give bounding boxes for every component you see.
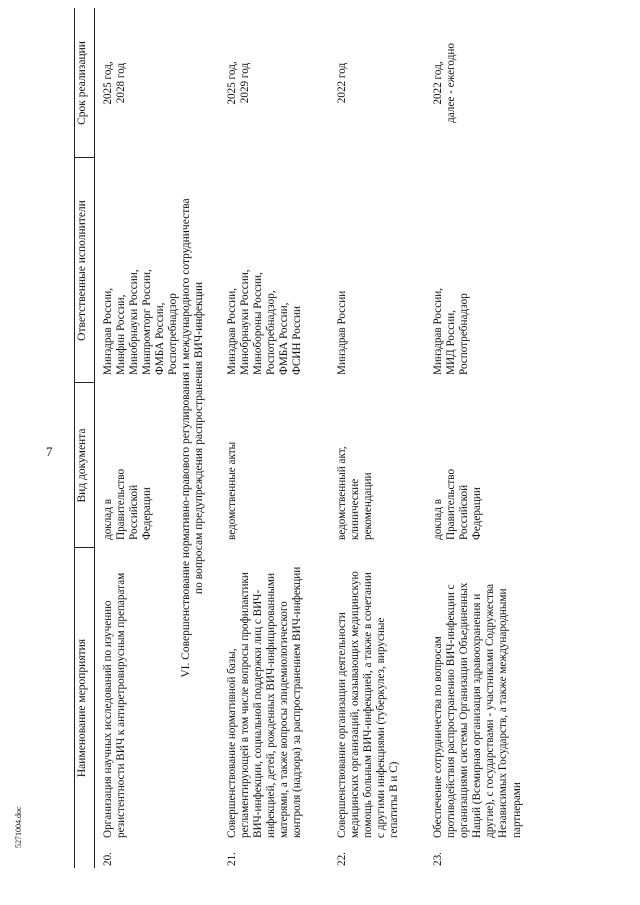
text-line: Минздрав России, [102, 288, 114, 375]
row-number: 20. [102, 852, 114, 866]
text-line: организациями системы Организации Объединенных [458, 582, 471, 838]
row-doc-type [336, 385, 375, 540]
text-line: ФСИН России [291, 306, 304, 375]
row-name [432, 546, 524, 838]
text-line: Федерации [471, 487, 484, 540]
text-line: Правительство [445, 468, 458, 540]
text-line: клинические [349, 478, 362, 540]
text-line: Минобороны России, [252, 272, 265, 375]
row-number: 21. [226, 852, 238, 866]
row-number: 23. [432, 852, 444, 866]
text-line: 2028 год [115, 62, 128, 104]
text-line: инфекцией, детей, рожденных ВИЧ-инфицированными [265, 573, 278, 838]
text-line: Независимых Государств, а также международными [497, 588, 510, 838]
page-number: 7 [46, 444, 53, 459]
header-bottom-rule [94, 8, 95, 868]
row-deadline [226, 8, 252, 158]
row-name [336, 546, 401, 838]
text-line: гепатиты В и С) [388, 761, 401, 838]
text-line: ФМБА России, [154, 302, 167, 375]
header-doc-type: Вид документа [76, 428, 88, 503]
text-line: противодействия распространению ВИЧ-инфекции с [445, 584, 458, 838]
text-line: Минфин России, [115, 294, 128, 375]
text-line: помощь больным ВИЧ-инфекцией, а также в сочетании [362, 572, 375, 838]
text-line: Российской [458, 484, 471, 540]
text-line: медицинских организаций, оказывающих медицинскую [349, 571, 362, 838]
text-line: 2025 год, [226, 61, 238, 105]
text-line: партнерами [510, 782, 523, 838]
row-executors [226, 160, 305, 375]
text-line: Организация научных исследований по изучению [102, 600, 114, 838]
text-line: Правительство [115, 468, 128, 540]
text-line: ведомственные акты [226, 441, 238, 540]
text-line: с другими инфекциями (туберкулез, вирусные [375, 617, 388, 838]
row-name [226, 546, 305, 838]
text-line: 2025 год, [102, 61, 114, 105]
text-line: Минздрав России, [226, 288, 238, 375]
row-name [102, 548, 128, 838]
row-deadline [432, 8, 458, 158]
row-number: 22. [336, 852, 348, 866]
document-id: 5271004.doc [14, 806, 23, 848]
row-doc-type [432, 385, 484, 540]
text-line: Совершенствование нормативной базы, [226, 648, 238, 838]
text-line: резистентности ВИЧ к антиретровирусным препаратам [115, 572, 128, 838]
text-line: регламентирующей в том числе вопросы профилактики [239, 572, 252, 838]
text-line: Федерации [141, 487, 154, 540]
text-line: 2022 год [336, 62, 348, 104]
row-deadline [336, 8, 349, 158]
row-deadline [102, 8, 128, 158]
section-title-line: VI. Совершенствование нормативно-правового регулирования и международного сотрудничества [180, 198, 192, 678]
text-line: Минобрнауки России, [239, 269, 252, 375]
text-line: 2029 год [239, 62, 252, 104]
table-top-rule [74, 8, 75, 868]
header-name: Наименование мероприятия [76, 638, 88, 778]
text-line: Обеспечение сотрудничества по вопросам [432, 636, 444, 838]
text-line: другие), с государствами - участниками Содружества [484, 583, 497, 838]
text-line: Роспотребнадзор [458, 293, 471, 375]
section-title-line: по вопросам предупреждения распространения ВИЧ-инфекции [193, 281, 206, 595]
header-executors: Ответственные исполнители [76, 200, 88, 341]
text-line: контроля (надзора) за распространением ВИЧ-инфекции [291, 566, 304, 838]
text-line: ВИЧ-инфекции, социальной поддержки лиц с ВИЧ- [252, 589, 265, 838]
text-line: матерями, а также вопросы эпидемиологического [278, 601, 291, 838]
row-executors [432, 160, 471, 375]
text-line: доклад в [102, 498, 114, 540]
text-line: ведомственный акт, [336, 446, 348, 540]
text-line: Наций (Всемирная организация здравоохранения и [471, 593, 484, 838]
row-doc-type [226, 385, 239, 540]
text-line: Минпромторг России, [141, 269, 154, 375]
text-line: ФМБА России, [278, 302, 291, 375]
header-deadline: Срок реализации [76, 41, 88, 125]
text-line: далее - ежегодно [445, 43, 458, 123]
section-title [180, 8, 206, 868]
text-line: Минздрав России [336, 290, 348, 375]
text-line: рекомендации [362, 472, 375, 540]
text-line: МИД России, [445, 310, 458, 375]
text-line: Совершенствование организации деятельности [336, 612, 348, 838]
text-line: 2022 год, [432, 61, 444, 105]
row-doc-type [102, 385, 154, 540]
text-line: Минздрав России, [432, 288, 444, 375]
text-line: Минобрнауки России, [128, 269, 141, 375]
text-line: доклад в [432, 498, 444, 540]
rotated-table [74, 8, 634, 868]
row-executors [102, 160, 181, 375]
text-line: Роспотребнадзор, [265, 290, 278, 375]
text-line: Российской [128, 484, 141, 540]
row-executors [336, 160, 349, 375]
text-line: Роспотребнадзор [167, 293, 180, 375]
